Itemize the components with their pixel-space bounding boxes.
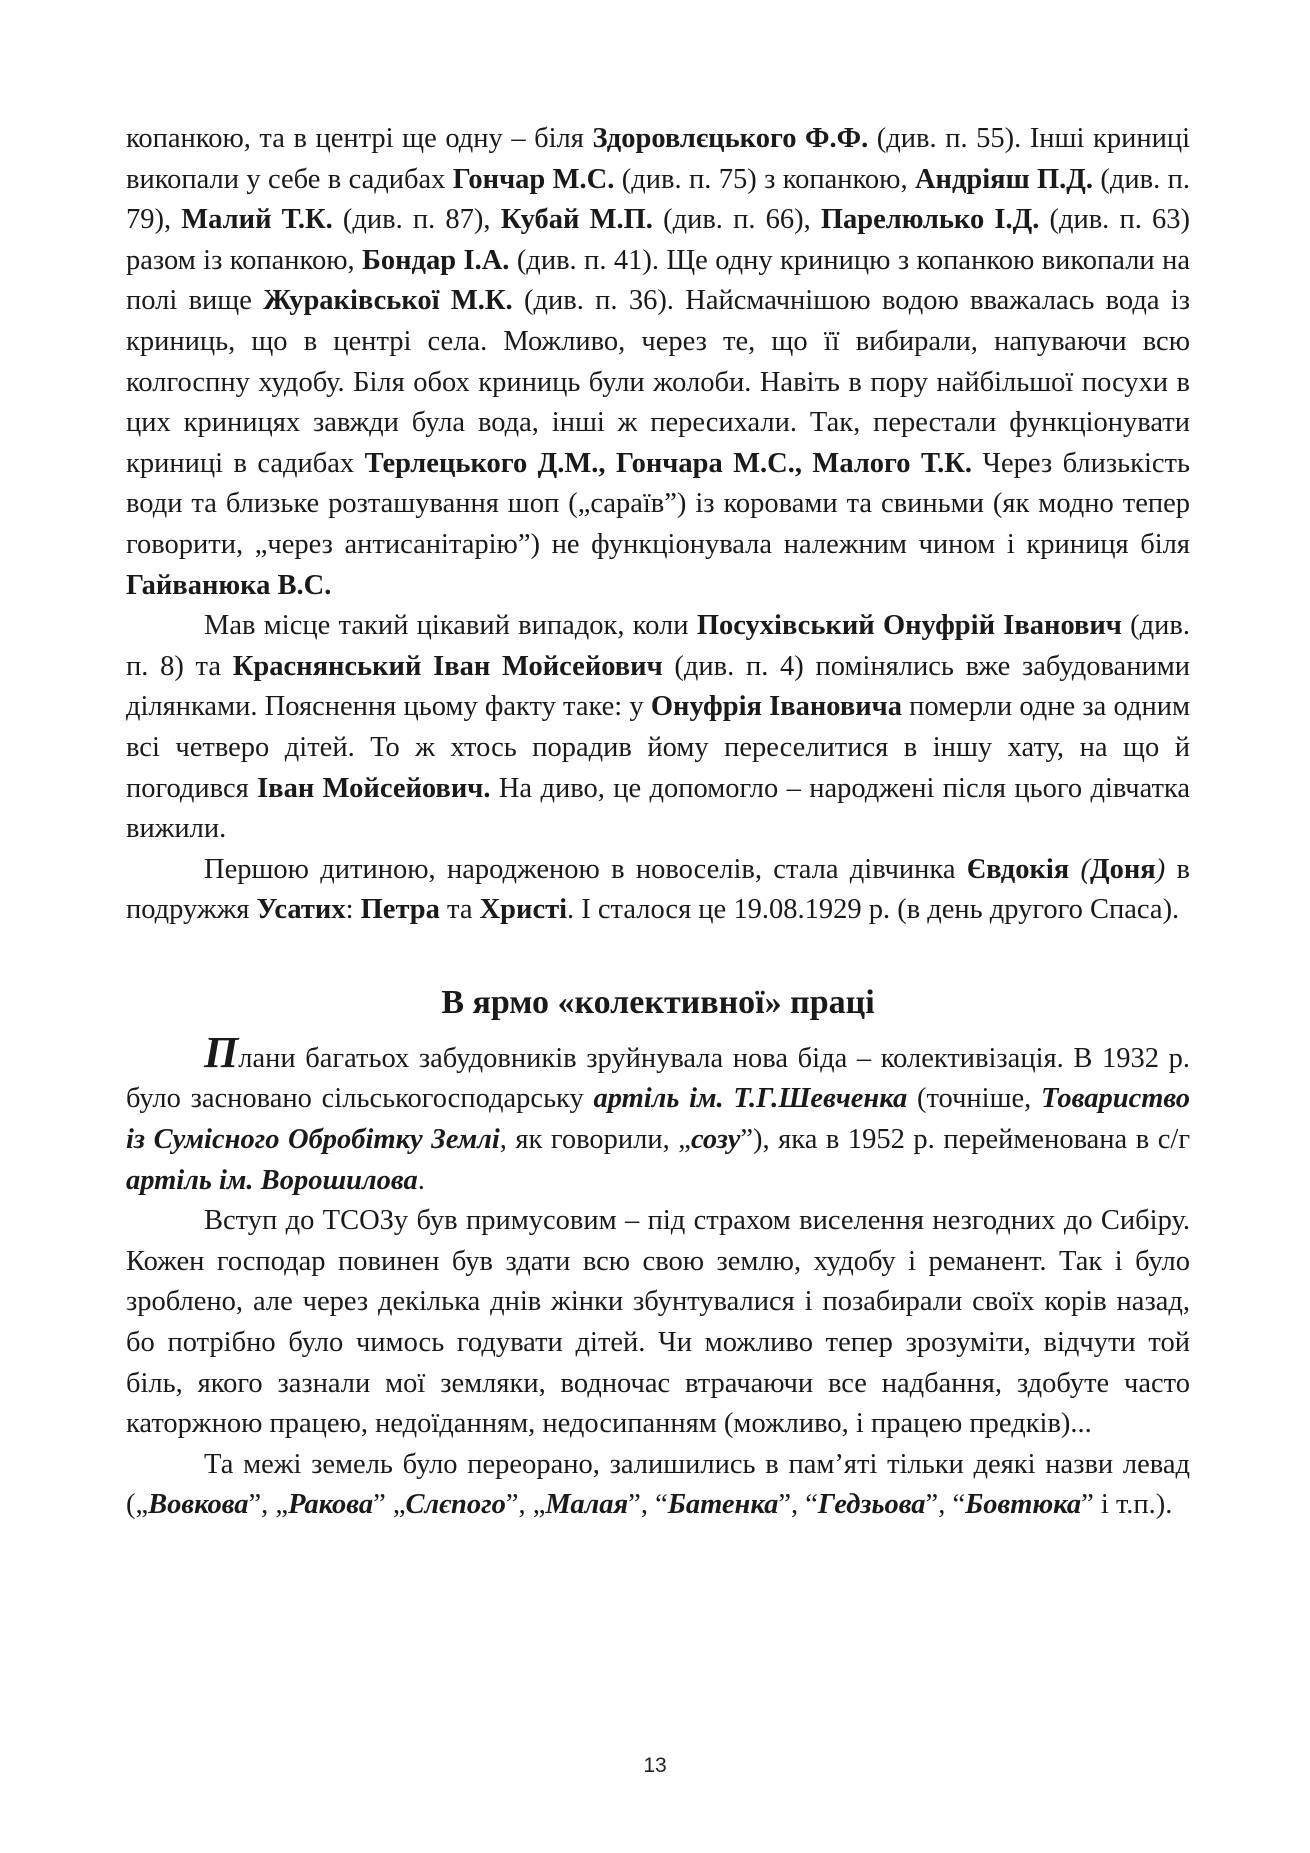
text-run <box>1069 854 1080 885</box>
bold-italic-text: Малая <box>545 1489 629 1521</box>
text-run: ”, “ <box>778 1489 818 1521</box>
text-run: ” і т.п.). <box>1081 1489 1173 1521</box>
bold-name: Іван Мойсейович. <box>257 772 491 804</box>
bold-italic-text: Вовкова <box>148 1489 249 1521</box>
text-run: (див. п. 36). Найсмачнішою водою вважалась вода із криниць, що в центрі села. Можливо, через те, що її вибирали, напуваючи всю колгоспну худобу. Біля обох криниць були жолоби. Навіть в пору найбільшої посухи в цих криницях завжди була вода, інші ж пересихали. Так, перестали функціонувати криниці в садибах <box>126 285 1190 479</box>
text-run: ”, „ <box>248 1489 289 1521</box>
italic-text: ( <box>1080 853 1091 885</box>
text-run: копанкою, та в центрі ще одну – біля <box>126 123 593 154</box>
bold-name: Андріяш П.Д. <box>914 163 1094 195</box>
drop-cap: П <box>204 1027 239 1077</box>
section-title: В ярмо «колективної» праці <box>441 983 875 1021</box>
text-run: та <box>439 894 480 926</box>
intro-paragraphs <box>126 119 1190 931</box>
text-run: лани багатьох забудовників зруйнувала нова біда – колективізація. В 1932 р. було засновано сільськогосподарську <box>126 1042 1190 1115</box>
bold-name: Онуфрія Івановича <box>650 691 902 723</box>
bold-name: Кубай М.П. <box>500 204 653 236</box>
paragraph <box>126 850 1190 931</box>
text-run: (див. п. 63) разом із копанкою, <box>126 204 1190 276</box>
text-run: ”), яка в 1952 р. перейменована в с/г <box>740 1124 1191 1156</box>
bold-italic-text: Гедзьова <box>817 1489 926 1521</box>
text-run: (див. п. 75) з копанкою, <box>614 163 915 195</box>
text-run: (див. п. 41). Ще одну криницю з копанкою викопали на полі вище <box>126 244 1190 317</box>
bold-name: Бондар І.А. <box>362 244 510 276</box>
paragraph <box>126 1027 1191 1201</box>
paragraph <box>126 119 1190 606</box>
bold-name: Здоровлєцького Ф.Ф. <box>592 123 869 154</box>
bold-name: Усатих <box>256 894 346 926</box>
bold-name: Малий Т.К. <box>181 204 333 236</box>
bold-name: Петра <box>360 894 440 926</box>
text-run: . І сталося це 19.08.1929 р. (в день другого Спаса). <box>567 894 1180 926</box>
text-run: померли одне за одним всі четверо дітей. То ж хтось порадив йому переселитися в іншу хату, на що й погодився <box>126 691 1190 804</box>
bold-italic-text: Товариство із Сумісного Обробітку Землі <box>126 1083 1190 1156</box>
bold-name: Гончар М.С. <box>452 163 615 195</box>
text-run: (див. п. 4) помінялись вже забудованими ділянками. Пояснення цьому факту таке: у <box>126 650 1190 723</box>
text-run: в подружжя <box>126 853 1190 926</box>
bold-name: Христі <box>479 894 568 926</box>
text-run: (див. п. 8) та <box>126 610 1190 682</box>
page-body <box>126 119 1190 1526</box>
text-run: (див. п. 66), <box>652 204 821 236</box>
text-run: ”, “ <box>628 1489 668 1521</box>
bold-name: Парелюлько І.Д. <box>820 204 1040 236</box>
page-number: 13 <box>643 1754 667 1777</box>
bold-name: Краснянський Іван Мойсейович <box>232 650 663 682</box>
text-run: , як говорили, „ <box>499 1124 691 1156</box>
bold-italic-text: созу <box>690 1124 741 1156</box>
paragraph <box>126 606 1190 850</box>
bold-name: Доня <box>1090 853 1156 885</box>
text-run: На диво, це допомогло – народжені після цього дівчатка вижили. <box>126 772 1190 845</box>
bold-italic-text: артіль ім. Ворошилова <box>126 1164 418 1196</box>
text-run: (див. п. 55). Інші криниці викопали у себе в садибах <box>126 123 1191 195</box>
bold-name: Терлецького Д.М., Гончара М.С., Малого Т.К. <box>364 447 973 479</box>
text-run: ” „ <box>373 1489 406 1521</box>
bold-italic-text: Ракова <box>288 1489 374 1521</box>
italic-text: ) <box>1155 853 1166 885</box>
paragraph <box>126 1201 1190 1445</box>
bold-italic-text: Бовтюка <box>965 1489 1082 1521</box>
text-run: Першою дитиною, народженою в новоселів, стала дівчинка <box>204 853 967 885</box>
bold-italic-text: артіль ім. Т.Г.Шевченка <box>593 1083 908 1115</box>
bold-name: Гайванюка В.С. <box>126 569 332 601</box>
bold-name: Посухівський Онуфрій Іванович <box>696 610 1122 642</box>
text-run: (точніше, <box>907 1083 1042 1115</box>
bold-name: Жураківської М.К. <box>263 285 513 317</box>
text-run: ”, „ <box>505 1489 546 1521</box>
bold-italic-text: Батенка <box>667 1489 779 1521</box>
text-run: ”, “ <box>925 1489 966 1521</box>
text-run: . <box>417 1164 425 1196</box>
text-run: Мав місце такий цікавий випадок, коли <box>204 610 697 642</box>
text-run: Та межі земель було переорано, залишились в пам’яті тільки деякі назви левад („ <box>126 1448 1190 1521</box>
paragraph <box>126 1445 1190 1526</box>
bold-italic-text: Слєпого <box>405 1489 506 1521</box>
text-run: Через близькість води та близьке розташування шоп („сараїв”) із коровами та свиньми (як модно тепер говорити, „через антисанітарію”) не функціонувала належним чином і криниця біля <box>126 447 1190 560</box>
text-run: : <box>345 894 361 926</box>
section-paragraphs <box>126 1027 1191 1526</box>
text-run: Вступ до ТСОЗу був примусовим – під страхом виселення незгодних до Сибіру. Кожен господар повинен був здати всю свою землю, худобу і реманент. Так і було зроблено, але через декілька днів жінки збунтувалися і позабирали своїх корів назад, бо потрібно було чимось годувати дітей. Чи можливо тепер зрозуміти, відчути той біль, якого зазнали мої земляки, водночас втрачаючи все надбання, здобуте часто каторжною працею, недоїданням, недосипанням (можливо, і працею предків)... <box>126 1205 1190 1440</box>
text-run: (див. п. 79), <box>126 163 1190 236</box>
text-run: (див. п. 87), <box>332 204 501 236</box>
bold-name: Євдокія <box>966 853 1070 885</box>
